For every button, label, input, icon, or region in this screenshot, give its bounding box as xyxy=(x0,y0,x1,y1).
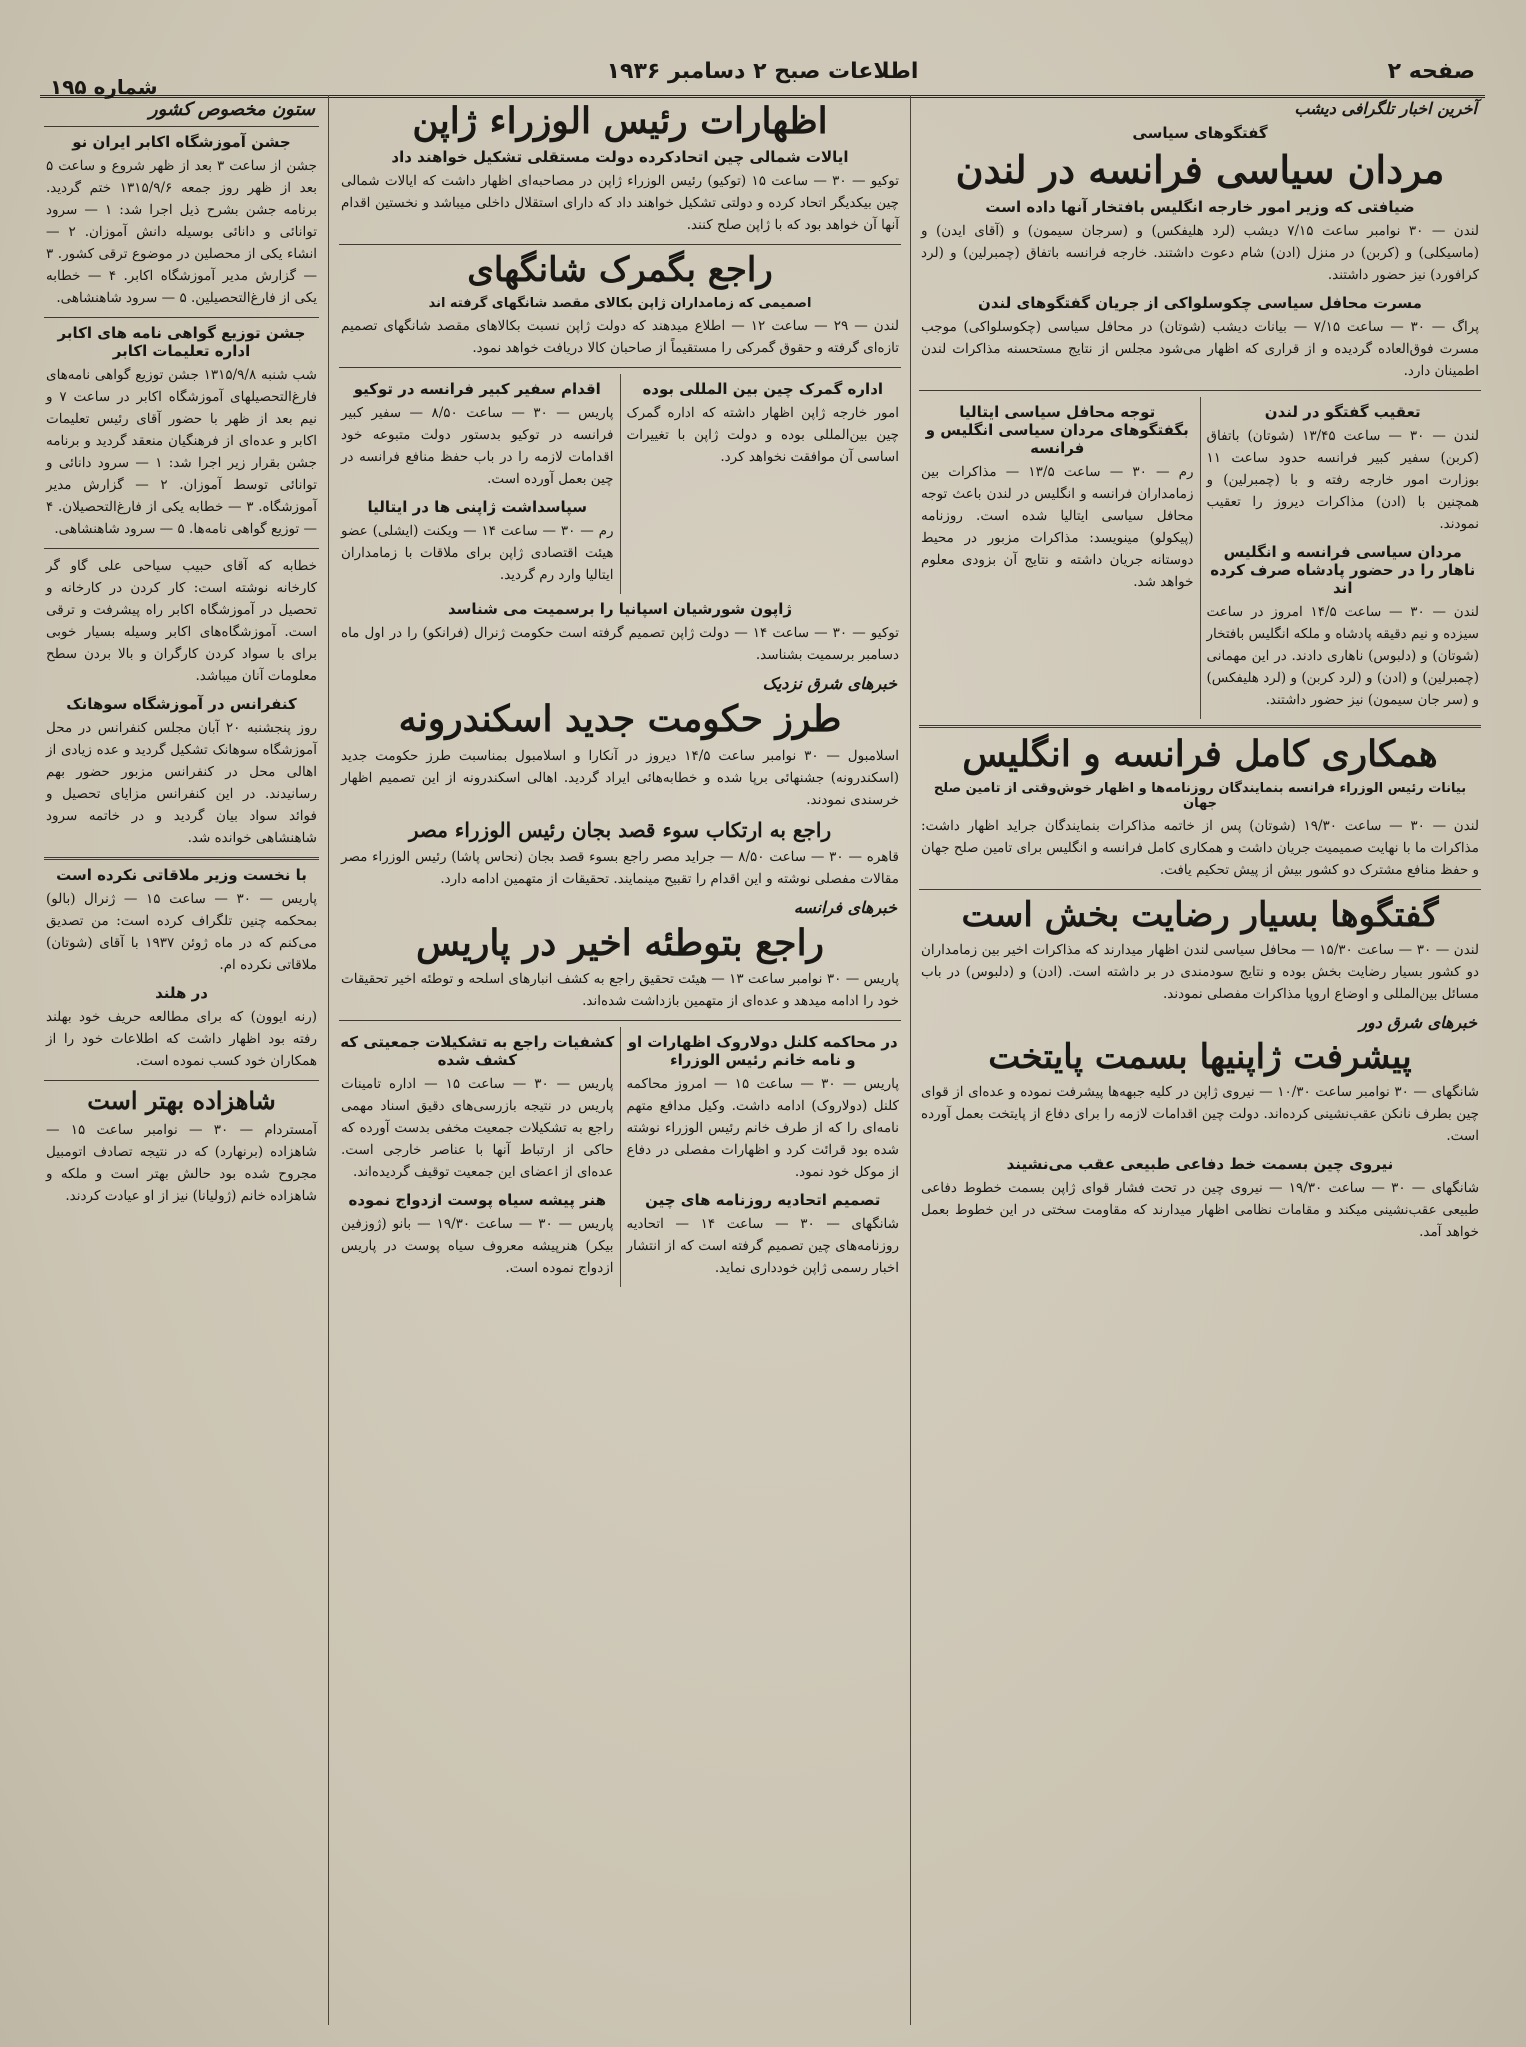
article-title: کنفرانس در آموزشگاه سوهانک xyxy=(66,695,297,713)
article-title: ژاپون شورشیان اسپانیا را برسمیت می شناسد xyxy=(447,600,793,619)
column-rule xyxy=(910,95,911,2025)
article-title: مسرت محافل سیاسی چکوسلواکی از جریان گفتگوهای لندن xyxy=(978,293,1422,312)
headline: پیشرفت ژاپنیها بسمت پایتخت xyxy=(988,1037,1412,1078)
article-title: نیروی چین بسمت خط دفاعی طبیعی عقب می‌نشیند xyxy=(1006,1155,1394,1174)
subheadline: اصمیمی که زمامداران ژاپن بکالای مقصد شانگهای گرفته اند xyxy=(428,296,812,312)
article-title: در محاکمه کلنل دولاروک اظهارات او و نامه خانم رئیس الوزراء xyxy=(627,1033,898,1070)
article-body: پاریس — ۳۰ — ساعت ۱۹/۳۰ — بانو (ژوزفین بیکر) هنرپیشه معروف سیاه پوست در پاریس ازدواج نموده است. xyxy=(341,1216,614,1277)
article-title: کشفیات راجع به تشکیلات جمعیتی که کشف شده xyxy=(340,1033,615,1070)
article-title: در هلند xyxy=(155,984,208,1002)
article-body: پراگ — ۳۰ — ساعت ۷/۱۵ — بیانات دیشب (شوتان) در محافل سیاسی (چکوسلواکی) موجب مسرت فوق‌العاده گردیده و از قراری که اظهار می‌شود مجلس از نتایج مستحسنه مذاکرات لندن اطمینان دارد. xyxy=(921,318,1479,379)
page-label: صفحه ۲ xyxy=(1387,59,1475,84)
headline: همکاری کامل فرانسه و انگلیس xyxy=(962,732,1438,775)
divider xyxy=(44,857,319,860)
subheadline: ضیافتی که وزیر امور خارجه انگلیس بافتخار آنها داده است xyxy=(985,197,1415,216)
article-body: پاریس — ۳۰ — ساعت ۱۵ — امروز محاکمه کلنل (دولاروک) ادامه داشت. وکیل مدافع متهم نامه‌ای را که از طرف خانم رئیس الوزراء نوشته شده بود قرائت کرد و اظهارات مفصلی در دفاع از موکل خود نمود. xyxy=(626,1076,899,1181)
article-body: خطابه که آقای حبیب سیاحی علی گاو گر کارخانه نوشته است: کار کردن در کارخانه و تحصیل در آموزشگاه اکابر راه پیشرفت و ترقی است. آموزشگاه‌های اکابر وسیله بسیار خوبی برای با سواد کردن کارگران و بالا بردن سطح معلومات آنان میباشد. xyxy=(46,558,317,684)
article-body: لندن — ۳۰ نوامبر ساعت ۷/۱۵ دیشب (لرد هلیفکس) و (سرجان سیمون) و (آقای ایدن) و (ماسیکلی) و (کربن) در منزل (ادن) شام دعوت داشتند. خارجه فرانسه باتفاق (چمبرلین) و (لرد کرافورد) نیز حضور داشتند. xyxy=(921,222,1479,283)
subheadline: بیانات رئیس الوزراء فرانسه بنمایندگان روزنامه‌ها و اظهار خوش‌وقتی از تامین صلح جهان xyxy=(933,781,1467,812)
article-body: شانگهای — ۳۰ نوامبر ساعت ۱۰/۳۰ — نیروی ژاپن در کلیه جبهه‌ها پیشرفت نموده و عده‌ای از قوای چین بطرف نانکن عقب‌نشینی کرده‌اند. دولت چین اقدامات لازمه را برای دفاع از پایتخت بعمل آورده است. xyxy=(921,1084,1479,1145)
sub-column xyxy=(1201,397,1486,719)
article-body: جشن از ساعت ۳ بعد از ظهر شروع و ساعت ۵ بعد از ظهر روز جمعه ۱۳۱۵/۹/۶ ختم گردید. برنامه جشن بشرح ذیل اجرا شد: ۱ — سرود توانائی و دانائی بوسیله دانش آموزان. ۲ — انشاء یکی از محصلین در موضوع ترقی کشور. ۳ — گزارش مدیر آموزشگاه اکابر. ۴ — خطابه یکی از فارغ‌التحصیلین. ۵ — سرود شاهنشاهی. xyxy=(46,158,318,306)
headline: مردان سیاسی فرانسه در لندن xyxy=(955,147,1445,192)
article-body: شانگهای — ۳۰ — ساعت ۱۴ — اتحادیه روزنامه‌های چین تصمیم گرفته است که از انتشار اخبار رسمی ژاپن خودداری نماید. xyxy=(626,1216,899,1277)
headline: طرز حکومت جدید اسکندرونه xyxy=(398,698,842,741)
section-label: ستون مخصوص کشور xyxy=(148,99,315,120)
headline: اظهارات رئیس الوزراء ژاپن xyxy=(412,100,828,142)
masthead xyxy=(40,55,1485,98)
article-body: لندن — ۳۰ — ساعت ۱۳/۴۵ (شوتان) باتفاق (کربن) سفیر کبیر فرانسه حدود ساعت ۱۱ بوزارت امور خارجه رفته و با (چمبرلین) و همچنین با (ادن) مذاکرات دیروز را تعقیب نمودند. xyxy=(1206,427,1479,532)
article-title: جشن آموزشگاه اکابر ایران نو xyxy=(72,133,291,151)
divider xyxy=(919,889,1481,890)
article-body: توکیو — ۳۰ — ساعت ۱۴ — دولت ژاپن تصمیم گرفته است حکومت ژنرال (فرانکو) را در اول ماه دسامبر برسمیت بشناسد. xyxy=(341,625,899,664)
sub-column xyxy=(621,374,906,594)
article-body: توکیو — ۳۰ — ساعت ۱۵ (توکیو) رئیس الوزراء ژاپن در مصاحبه‌ای اظهار داشت که ایالات شمالی چین بیکدیگر اتحاد کرده و دولتی تشکیل خواهند داد که دارای استقلال داخلی میباشد و نخستین اقدام آنها آن خواهد بود که با ژاپن صلح کنند. xyxy=(341,173,899,234)
sub-column xyxy=(335,1027,621,1287)
left-column xyxy=(40,95,323,2025)
right-column xyxy=(915,95,1485,2025)
headline: شاهزاده بهتر است xyxy=(87,1086,276,1115)
article-body: لندن — ۳۰ — ساعت ۱۴/۵ امروز در ساعت سیزده و نیم دقیقه پادشاه و ملکه انگلیس بافتخار (شوتان) و (دلبوس) ناهاری دادند. در این مهمانی (چمبرلین) و (ادن) و (لرد کربن) و (لرد هلیفکس) و (سر جان سیمون) نیز حضور داشتند. xyxy=(1206,603,1479,708)
center-column xyxy=(335,95,905,2025)
two-col-block xyxy=(335,374,905,594)
article-body: پاریس — ۳۰ — ساعت ۸/۵۰ — سفیر کبیر فرانسه در توکیو بدستور دولت متبوعه خود اقدامات لازمه را در باب حفظ منافع فرانسه در چین بعمل آورده است. xyxy=(341,405,614,488)
article-title: سپاسداشت ژاپنی ها در ایتالیا xyxy=(367,498,588,517)
article-title: اداره گمرک چین بین المللی بوده xyxy=(642,380,884,399)
article-body: رم — ۳۰ — ساعت ۱۳/۵ — مذاکرات بین زمامداران فرانسه و انگلیس در لندن باعث توجه محافل سیاسی ایتالیا شده است. روزنامه (پیکولو) مینویسد: مذاکرات مزبور در محیط دوستانه جریان داشته و نتایج آن بزودی معلوم خواهد شد. xyxy=(921,463,1194,590)
article-body: لندن — ۳۰ — ساعت ۱۹/۳۰ (شوتان) پس از خاتمه مذاکرات بنمایندگان جراید اظهار داشت: مذاکرات ما با نهایت صمیمیت جریان داشت و همکاری کامل فرانسه و انگلیس برای تامین صلح جهان و حفظ منافع مشترک دو کشور بیش از پیش تحکیم یافت. xyxy=(920,818,1479,879)
article-body: روز پنجشنبه ۲۰ آبان مجلس کنفرانس در محل آموزشگاه سوهانک تشکیل گردید و عده زیادی از اهالی محل در کنفرانس مزبور حضور بهم رسانیدند. در این کنفرانس مزایای تحصیل و فوائد سواد بیان گردید و در خاتمه سرود شاهنشاهی خوانده شد. xyxy=(46,720,317,846)
article-title: تصمیم اتحادیه روزنامه های چین xyxy=(645,1191,881,1210)
section-label: خبرهای فرانسه xyxy=(793,897,897,917)
article-body: شانگهای — ۳۰ — ساعت ۱۹/۳۰ — نیروی چین در تحت فشار قوای ژاپن بسمت خطوط دفاعی طبیعی عقب‌نشینی میکند و مقامات نظامی اظهار میدارند که مقاومت سختی در این خطوط بعمل خواهد آمد. xyxy=(921,1180,1480,1241)
issue-date: اطلاعات صبح ۲ دسامبر ۱۹۳۶ xyxy=(606,59,919,84)
subheadline: ایالات شمالی چین اتحادکرده دولت مستقلی تشکیل خواهند داد xyxy=(391,148,849,167)
headline: راجع بگمرک شانگهای xyxy=(467,250,773,291)
subsection-label: گفتگوهای سیاسی xyxy=(1132,124,1268,142)
article-title: اقدام سفیر کبیر فرانسه در توکیو xyxy=(353,380,601,399)
headline: راجع به ارتکاب سوء قصد بجان رئیس الوزراء مصر xyxy=(408,817,832,842)
article-body: پاریس — ۳۰ — ساعت ۱۵ — ژنرال (بالو) بمحکمه چنین تلگراف کرده است: من تصدیق می‌کنم که در ماه ژوئن ۱۹۳۷ با آقای (شوتان) ملاقاتی نکرده ام. xyxy=(46,891,317,973)
divider xyxy=(339,244,901,245)
section-label: خبرهای شرق دور xyxy=(1359,1013,1477,1033)
sub-column xyxy=(621,1027,906,1287)
article-title: هنر پیشه سیاه پوست ازدواج نموده xyxy=(348,1191,606,1210)
divider xyxy=(44,317,319,318)
article-body: شب شنبه ۱۳۱۵/۹/۸ جشن توزیع گواهی نامه‌های فارغ‌التحصیلهای آموزشگاه اکابر در ساعت ۷ و نیم بعد از ظهر با حضور آقای رئیس تعلیمات اکابر و عده‌ای از فرهنگیان منعقد گردید و برنامه جشن بقرار زیر اجرا شد: ۱ — سرود دانائی و توانائی توسط آموزان. ۲ — گزارش مدیر آموزشگاه. ۳ — خطابه یکی از فارغ‌التحصیلان. ۴ — توزیع گواهی نامه‌ها. ۵ — سرود شاهنشاهی. xyxy=(46,367,317,537)
two-col-block xyxy=(915,397,1485,719)
headline: راجع بتوطئه اخیر در پاریس xyxy=(416,921,824,964)
article-body: (رنه ایوون) که برای مطالعه حریف خود بهلند رفته بود اظهار داشت که اطلاعات خود را از همکاران خود کسب نموده است. xyxy=(46,1009,317,1069)
divider xyxy=(919,725,1481,728)
divider xyxy=(919,390,1481,391)
article-title: مردان سیاسی فرانسه و انگلیس ناهار را در حضور پادشاه صرف کرده اند xyxy=(1210,542,1476,597)
article-title: توجه محافل سیاسی ایتالیا بگفتگوهای مردان سیاسی انگلیس و فرانسه xyxy=(925,402,1189,457)
section-label: آخرین اخبار تلگرافی دیشب xyxy=(1294,99,1477,118)
issue-number: شماره ۱۹۵ xyxy=(50,75,158,99)
headline: گفتگوها بسیار رضایت بخش است xyxy=(961,895,1439,936)
section-label: خبرهای شرق نزدیک xyxy=(762,674,897,694)
article-title: تعقیب گفتگو در لندن xyxy=(1264,402,1421,421)
article-body: لندن — ۳۰ — ساعت ۱۵/۳۰ — محافل سیاسی لندن اظهار میدارند که مذاکرات اخیر بین زمامداران دو کشور بسیار رضایت بخش بوده و نتایج سودمندی در بر داشته است. (ادن) و (دلبوس) در باب مسائل بین‌المللی و اوضاع اروپا مذاکرات مفصلی نمودند. xyxy=(921,942,1479,1003)
article-title: با نخست وزیر ملاقاتی نکرده است xyxy=(56,866,307,884)
divider xyxy=(44,1080,319,1081)
article-body: پاریس — ۳۰ نوامبر ساعت ۱۳ — هیئت تحقیق راجع به کشف انبارهای اسلحه و توطئه اخیر تحقیقات خود را ادامه میدهد و عده‌ای از متهمین بازداشت شده‌اند. xyxy=(341,971,899,1010)
two-col-block xyxy=(335,1027,905,1287)
article-body: لندن — ۲۹ — ساعت ۱۲ — اطلاع میدهند که دولت ژاپن نسبت بکالاهای مقصد شانگهای تصمیم تازه‌ای گرفته و حقوق گمرکی را مستقیماً از صاحبان کالا دریافت خواهد نمود. xyxy=(341,318,899,357)
article-body: آمستردام — ۳۰ — نوامبر ساعت ۱۵ — شاهزاده (برنهارد) که در نتیجه تصادف اتومبیل مجروح شده بود حالش بهتر است و ملکه و شاهزاده خانم (ژولیانا) نیز از او عیادت کردند. xyxy=(46,1121,317,1204)
article-body: اسلامبول — ۳۰ نوامبر ساعت ۱۴/۵ دیروز در آنکارا و اسلامبول بمناسبت طرز حکومت جدید (اسکندرونه) جشنهائی برپا شده و خطابه‌هائی ایراد گردید. اهالی اسکندرونه از این تصمیم اظهار خرسندی نمودند. xyxy=(341,747,899,808)
article-body: رم — ۳۰ — ساعت ۱۴ — ویکنت (ایشلی) عضو هیئت اقتصادی ژاپن برای ملاقات با زمامداران ایتالیا وارد رم گردید. xyxy=(341,523,614,584)
article-body: امور خارجه ژاپن اظهار داشته که اداره گمرک چین بین‌المللی بوده و دولت ژاپن با تغییرات اساسی آن موافقت نخواهد کرد. xyxy=(626,405,899,466)
divider xyxy=(339,367,901,368)
divider xyxy=(44,126,319,127)
article-body: پاریس — ۳۰ — ساعت ۱۵ — اداره تامینات پاریس در نتیجه بازرسی‌های دقیق اسناد مهمی راجع به تشکیلات جمعیت مخفی بدست آورده که حاکی از ارتباط آنها با عناصر خارجی است. عده‌ای از اعضای این جمعیت توقیف گردیده‌اند. xyxy=(341,1076,614,1181)
column-rule xyxy=(328,95,329,2025)
sub-column xyxy=(915,397,1201,719)
divider xyxy=(339,1020,901,1021)
article-body: قاهره — ۳۰ — ساعت ۸/۵۰ — جراید مصر راجع بسوء قصد بجان (نحاس پاشا) رئیس الوزراء مصر مقالات مفصلی نوشته و این اقدام را تقبیح مینمایند. تحقیقات از متهمین ادامه دارد. xyxy=(341,848,899,887)
divider xyxy=(44,548,319,549)
article-title: جشن توزیع گواهی نامه های اکابر اداره تعلیمات اکابر xyxy=(57,324,306,360)
sub-column xyxy=(335,374,621,594)
